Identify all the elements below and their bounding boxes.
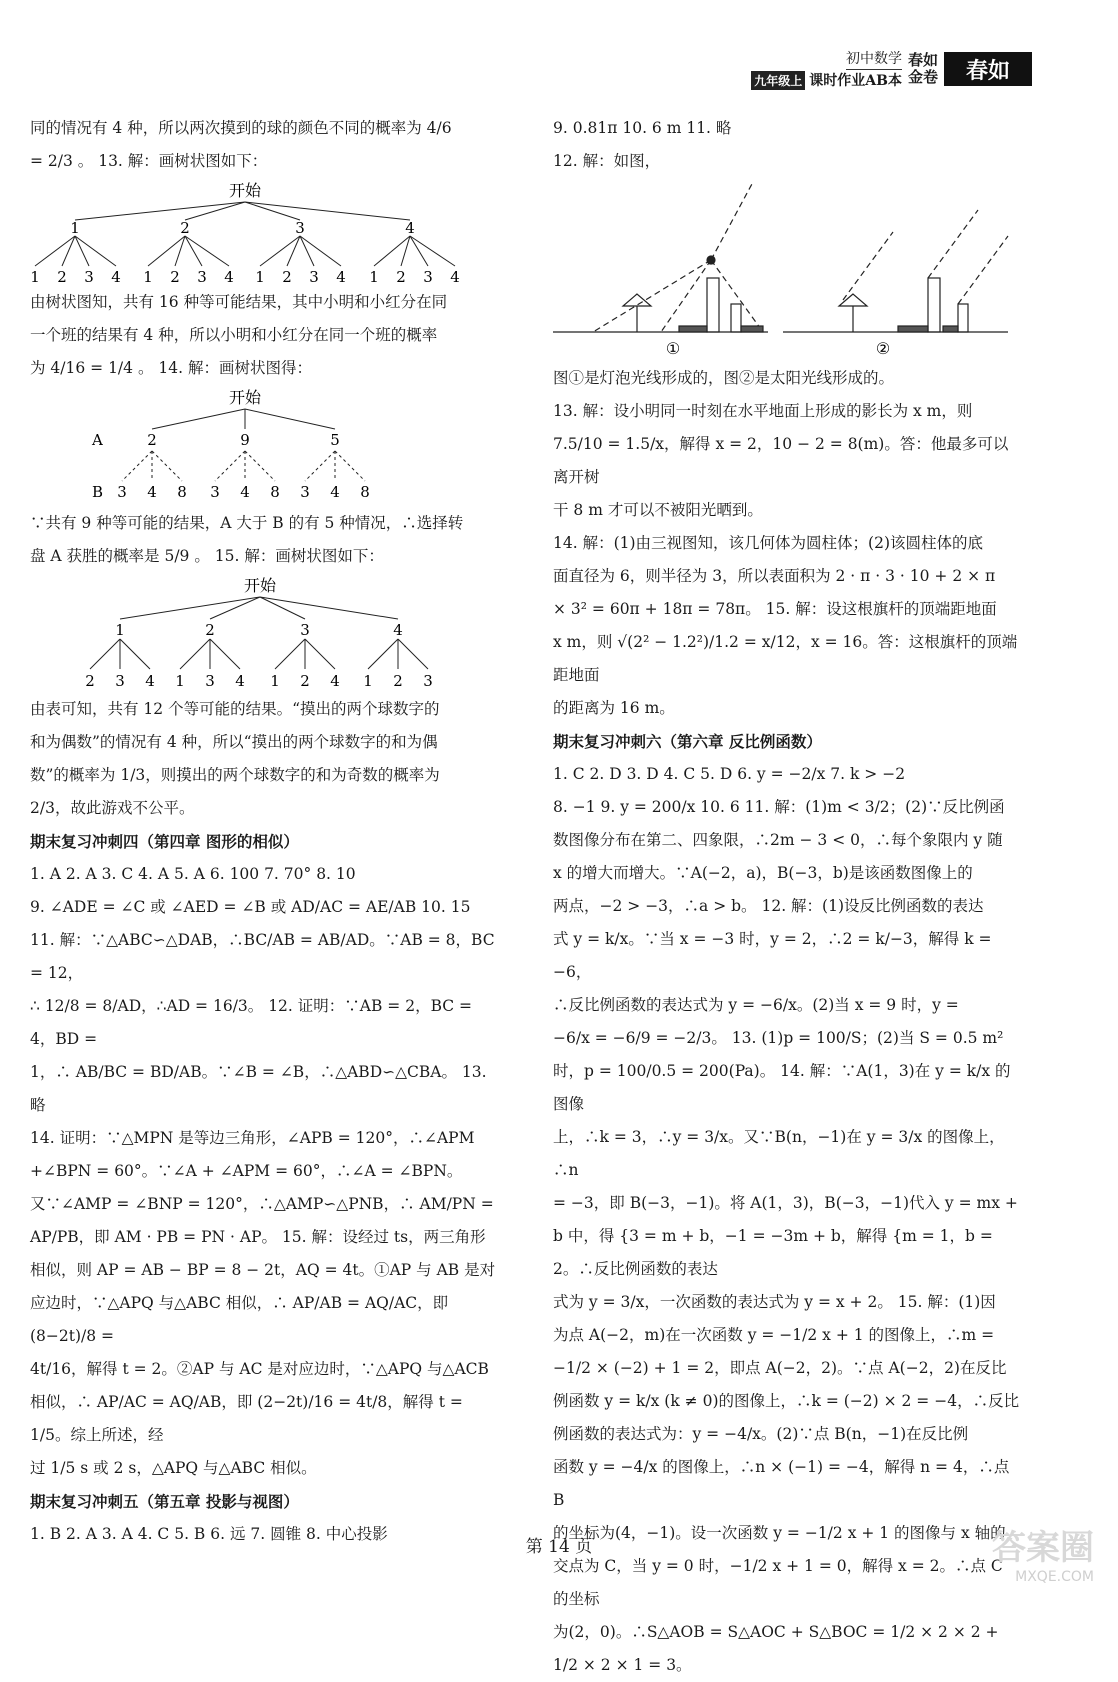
- text-line: 同的情况有 4 种，所以两次摸到的球的颜色不同的概率为 4/6: [30, 119, 452, 137]
- page-number: 第 14 页: [525, 1537, 593, 1557]
- header-subtitle: 初中数学: [846, 48, 902, 70]
- right-column: [553, 112, 1023, 1682]
- text-line: ∴反比例函数的表达式为 y = −6/x。(2)当 x = 9 时，y =: [553, 996, 959, 1014]
- tree14-leaf: 3: [117, 483, 127, 501]
- tree13-leaf: 4: [224, 268, 234, 286]
- text-line: 一个班的结果有 4 种，所以小明和小红分在同一个班的概率: [30, 326, 438, 344]
- tree13-leaf: 2: [396, 268, 406, 286]
- tree13-leaf: 1: [30, 268, 40, 286]
- section-title: 期末复习冲刺四（第四章 图形的相似）: [30, 832, 299, 851]
- text-line: 9. ∠ADE = ∠C 或 ∠AED = ∠B 或 AD/AC = AE/AB 10. 15: [30, 898, 471, 916]
- tree14-leaf: 4: [240, 483, 250, 501]
- tree14-node: 9: [240, 431, 250, 449]
- tree13-leaf: 3: [197, 268, 207, 286]
- tree13-leaf: 4: [111, 268, 121, 286]
- projection-figure: [553, 182, 1013, 358]
- text-line: 1. B 2. A 3. A 4. C 5. B 6. 远 7. 圆锥 8. 中心投影: [30, 1525, 388, 1543]
- text-line: 干 8 m 才可以不被阳光晒到。: [553, 501, 763, 519]
- text-line: 函数 y = −4/x 的图像上，∴n × (−1) = −4，解得 n = 4，∴点 B: [553, 1458, 1010, 1509]
- text-line: 例函数的表达式为：y = −4/x。(2)∵点 B(n，−1)在反比例: [553, 1425, 969, 1443]
- tree14-leaf: 8: [270, 483, 280, 501]
- text-line: ∵共有 9 种等可能的结果，A 大于 B 的有 5 种情况，∴选择转: [30, 514, 464, 532]
- tree14-edges: [152, 409, 335, 429]
- tree15-leaf: 4: [235, 672, 245, 690]
- left-column: [30, 112, 500, 1551]
- tree15-leaf: 3: [423, 672, 433, 690]
- text-line: −1/2 × (−2) + 1 = 2，即点 A(−2，2)。∵点 A(−2，2)在反比: [553, 1359, 1007, 1377]
- tree-diagram-14: [30, 385, 500, 507]
- text-line: 时，p = 100/0.5 = 200(Pa)。 14. 解：∵A(1，3)在 y = k/x 的图像: [553, 1062, 1011, 1113]
- tree15-root: 开始: [243, 576, 277, 595]
- watermark-url: MXQE.COM: [1015, 1569, 1094, 1585]
- tree13-leaf: 3: [423, 268, 433, 286]
- grade-badge: 九年级上: [751, 71, 805, 90]
- tree13-leaf: 2: [170, 268, 180, 286]
- text-line: 13. 解：设小明同一时刻在水平地面上形成的影长为 x m，则: [553, 402, 973, 420]
- text-line: 相似，则 AP = AB − BP = 8 − 2t，AQ = 4t。①AP 与 AB 是对: [30, 1261, 496, 1279]
- tree14-leaf: 4: [147, 483, 157, 501]
- tree13-edges: [35, 202, 455, 266]
- tree14-leaf: 3: [300, 483, 310, 501]
- text-line: 2/3，故此游戏不公平。: [30, 799, 195, 817]
- tree15-leaf: 4: [330, 672, 340, 690]
- text-line: 的坐标为(4，−1)。设一次函数 y = −1/2 x + 1 的图像与 x 轴的: [553, 1524, 1006, 1542]
- tree15-leaf: 1: [363, 672, 373, 690]
- tree-diagram-15: [30, 573, 500, 693]
- tree15-leaf: 3: [115, 672, 125, 690]
- brand-text: [908, 52, 938, 86]
- tree14-node: 2: [147, 431, 157, 449]
- text-line: 为(2，0)。∴S△AOB = S△AOC + S△BOC = 1/2 × 2 × 2 + 1/2 × 2 × 1 = 3。: [553, 1623, 999, 1674]
- tree15-leaf: 3: [205, 672, 215, 690]
- section-title: 期末复习冲刺五（第五章 投影与视图）: [30, 1492, 299, 1511]
- header-series: [751, 70, 902, 90]
- sun-figure: [783, 210, 1008, 332]
- text-line: 例函数 y = k/x (k ≠ 0)的图像上，∴k = (−2) × 2 = −4，∴反比: [553, 1392, 1020, 1410]
- header-left: [751, 48, 902, 90]
- text-line: 面直径为 6，则半径为 3，所以表面积为 2 · π · 3 · 10 + 2 × π: [553, 567, 996, 585]
- tree15-node: 3: [300, 621, 310, 639]
- text-line: −6/x = −6/9 = −2/3。 13. (1)p = 100/S；(2)当 S = 0.5 m²: [553, 1029, 1004, 1047]
- page-header: [751, 48, 1032, 90]
- watermark-text: 答案圈: [992, 1528, 1094, 1568]
- text-line: 为 4/16 = 1/4 。 14. 解：画树状图得：: [30, 359, 312, 377]
- text-line: +∠BPN = 60°。∵∠A + ∠APM = 60°，∴∠A = ∠BPN。: [30, 1162, 463, 1180]
- tree13-leaf: 4: [336, 268, 346, 286]
- tree14-leaf: 8: [177, 483, 187, 501]
- text-line: = 2/3 。 13. 解：画树状图如下：: [30, 152, 268, 170]
- tree13-root: 开始: [228, 181, 262, 200]
- text-line: 数”的概率为 1/3，则摸出的两个球数字的和为奇数的概率为: [30, 766, 440, 784]
- tree14-node: 5: [330, 431, 340, 449]
- text-line: 的距离为 16 m。: [553, 699, 675, 717]
- text-line: 相似，∴ AP/AC = AQ/AB，即 (2−2t)/16 = 4t/8，解得 t = 1/5。综上所述，经: [30, 1393, 463, 1444]
- text-line: 11. 解：∵△ABC∽△DAB，∴BC/AB = AB/AD。∵AB = 8，BC = 12，: [30, 931, 495, 982]
- brand-bottom: 金卷: [907, 68, 938, 86]
- text-line: 交点为 C，当 y = 0 时，−1/2 x + 1 = 0，解得 x = 2。∴点 C 的坐标: [553, 1557, 1003, 1608]
- figure-label-2: ②: [875, 339, 891, 358]
- text-line: 两点，−2 > −3，∴a > b。 12. 解：(1)设反比例函数的表达: [553, 897, 984, 915]
- text-line: 又∵∠AMP = ∠BNP = 120°，∴△AMP∽△PNB，∴ AM/PN =: [30, 1195, 494, 1213]
- tree15-leaf: 4: [145, 672, 155, 690]
- text-line: 9. 0.81π 10. 6 m 11. 略: [553, 119, 732, 137]
- text-line: 4t/16，解得 t = 2。②AP 与 AC 是对应边时，∵△APQ 与△ACB: [30, 1360, 489, 1378]
- text-line: 由表可知，共有 12 个等可能的结果。“摸出的两个球数字的: [30, 700, 440, 718]
- text-line: 1，∴ AB/BC = BD/AB。∵∠B = ∠B，∴△ABD∽△CBA。 13. 略: [30, 1063, 487, 1114]
- text-line: 12. 解：如图，: [553, 152, 661, 170]
- tree15-edges: [90, 597, 428, 669]
- section-title: 期末复习冲刺六（第六章 反比例函数）: [553, 732, 822, 751]
- tree-diagram-13: [30, 178, 500, 286]
- figure-label-1: ①: [665, 339, 681, 358]
- tree13-leaf: 2: [282, 268, 292, 286]
- text-line: 14. 解：(1)由三视图知，该几何体为圆柱体；(2)该圆柱体的底: [553, 534, 983, 552]
- tree14-leaf: 8: [360, 483, 370, 501]
- text-line: 为点 A(−2，m)在一次函数 y = −1/2 x + 1 的图像上，∴m =: [553, 1326, 995, 1344]
- text-line: 7.5/10 = 1.5/x，解得 x = 2，10 − 2 = 8(m)。答：他最多可以离开树: [553, 435, 1009, 486]
- tree13-leaf: 3: [309, 268, 319, 286]
- tree14-row-a: A: [92, 431, 103, 449]
- tree14-leaf: 3: [210, 483, 220, 501]
- series-label: 课时作业AB本: [809, 73, 902, 89]
- text-line: x 的增大而增大。∵A(−2，a)，B(−3，b)是该函数图像上的: [553, 864, 973, 882]
- text-line: × 3² = 60π + 18π = 78π。 15. 解：设这根旗杆的顶端距地面: [553, 600, 997, 618]
- text-line: 1. A 2. A 3. C 4. A 5. A 6. 100 7. 70° 8. 10: [30, 865, 356, 883]
- tree13-node: 1: [70, 219, 80, 237]
- text-line: b 中，得 {3 = m + b，−1 = −3m + b，解得 {m = 1，b = 2。∴反比例函数的表达: [553, 1227, 993, 1278]
- text-line: 8. −1 9. y = 200/x 10. 6 11. 解：(1)m < 3/2；(2)∵反比例函: [553, 798, 1005, 816]
- tree13-leaf: 1: [143, 268, 153, 286]
- tree15-leaf: 2: [85, 672, 95, 690]
- text-line: 式 y = k/x。∵当 x = −3 时，y = 2，∴2 = k/−3，解得 k = −6，: [553, 930, 992, 981]
- watermark-logo: [944, 1520, 1094, 1585]
- tree13-leaf: 1: [369, 268, 379, 286]
- text-line: 过 1/5 s 或 2 s，△APQ 与△ABC 相似。: [30, 1459, 317, 1477]
- tree13-node: 2: [180, 219, 190, 237]
- tree14-row-b: B: [92, 483, 104, 501]
- tree15-node: 4: [393, 621, 403, 639]
- brand-logo: 春如: [944, 52, 1032, 86]
- text-line: AP/PB，即 AM · PB = PN · AP。 15. 解：设经过 ts，两三角形: [30, 1228, 486, 1246]
- tree13-leaf: 4: [450, 268, 460, 286]
- text-line: 14. 证明：∵△MPN 是等边三角形，∠APB = 120°，∴∠APM: [30, 1129, 475, 1147]
- tree15-leaf: 2: [300, 672, 310, 690]
- text-line: = −3，即 B(−3，−1)。将 A(1，3)，B(−3，−1)代入 y = mx +: [553, 1194, 1018, 1212]
- text-line: ∴ 12/8 = 8/AD，∴AD = 16/3。 12. 证明：∵AB = 2，BC = 4，BD =: [30, 997, 473, 1048]
- tree15-leaf: 1: [270, 672, 280, 690]
- text-line: 数图像分布在第二、四象限，∴2m − 3 < 0，∴每个象限内 y 随: [553, 831, 1003, 849]
- tree13-leaf: 3: [84, 268, 94, 286]
- text-line: 应边时，∵△APQ 与△ABC 相似，∴ AP/AB = AQ/AC，即 (8−2t)/8 =: [30, 1294, 449, 1345]
- tree15-leaf: 2: [393, 672, 403, 690]
- lamp-figure: [553, 182, 768, 332]
- tree15-node: 2: [205, 621, 215, 639]
- tree13-node: 4: [405, 219, 415, 237]
- text-line: 上，∴k = 3，∴y = 3/x。又∵B(n，−1)在 y = 3/x 的图像上，∴n: [553, 1128, 1005, 1179]
- tree13-leaf: 2: [57, 268, 67, 286]
- tree14-edges-dashed: [122, 451, 365, 481]
- text-line: 1. C 2. D 3. D 4. C 5. D 6. y = −2/x 7. k > −2: [553, 765, 906, 783]
- tree14-leaf: 4: [330, 483, 340, 501]
- tree15-node: 1: [115, 621, 125, 639]
- text-line: 图①是灯泡光线形成的，图②是太阳光线形成的。: [553, 369, 895, 387]
- tree13-node: 3: [295, 219, 305, 237]
- brand-top: 春如: [907, 51, 938, 69]
- text-line: 式为 y = 3/x，一次函数的表达式为 y = x + 2。 15. 解：(1)因: [553, 1293, 996, 1311]
- tree15-leaf: 1: [175, 672, 185, 690]
- text-line: 由树状图知，共有 16 种等可能结果，其中小明和小红分在同: [30, 293, 448, 311]
- tree13-leaf: 1: [255, 268, 265, 286]
- text-line: x m，则 √(2² − 1.2²)/1.2 = x/12，x = 16。答：这根旗杆的顶端距地面: [553, 633, 1018, 684]
- text-line: 盘 A 获胜的概率是 5/9 。 15. 解：画树状图如下：: [30, 547, 384, 565]
- tree14-root: 开始: [228, 388, 262, 407]
- text-line: 和为偶数”的情况有 4 种，所以“摸出的两个球数字的和为偶: [30, 733, 438, 751]
